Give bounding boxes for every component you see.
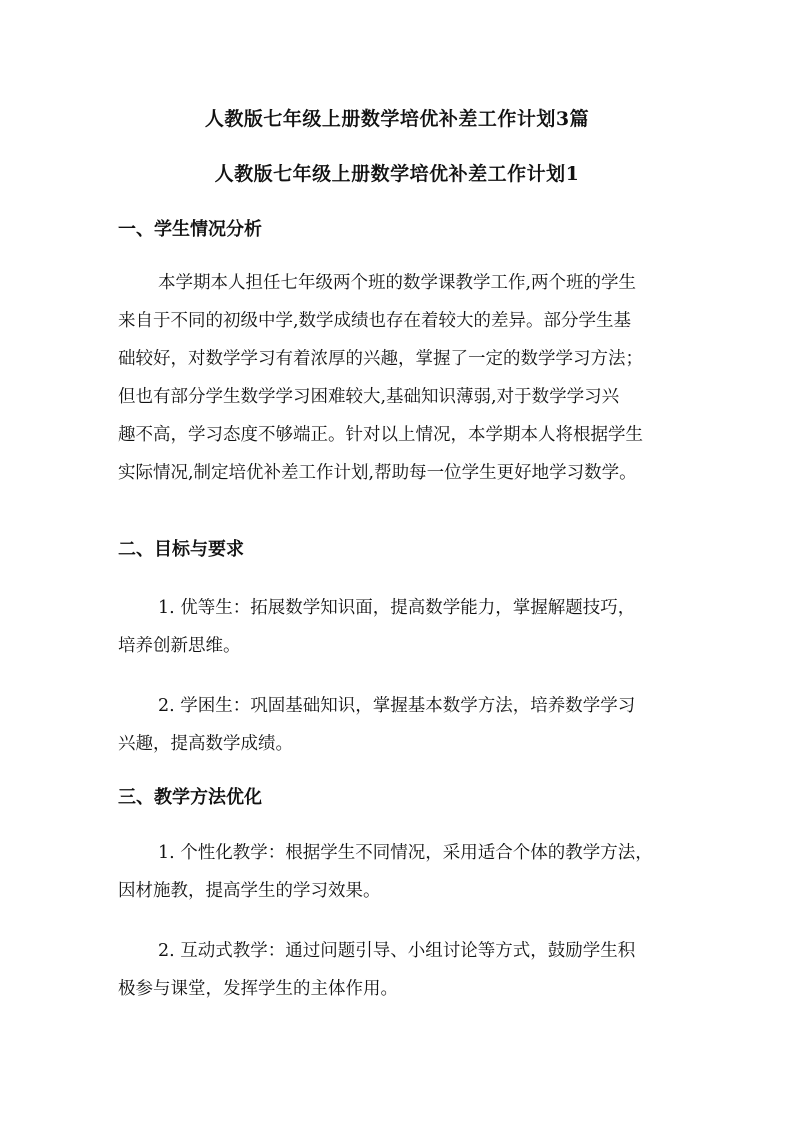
paragraph-line: 极参与课堂，发挥学生的主体作用。: [118, 979, 398, 999]
paragraph-personalized-teaching: [118, 834, 680, 910]
document-subtitle: 人教版七年级上册数学培优补差工作计划1: [214, 163, 580, 185]
paragraph-goal-top-students: [118, 589, 680, 665]
paragraph-line: 因材施教，提高学生的学习效果。: [118, 881, 381, 901]
section-heading-2: 二、目标与要求: [118, 539, 244, 560]
paragraph-interactive-teaching: [118, 932, 680, 1008]
paragraph-line: 2. 互动式教学：通过问题引导、小组讨论等方式，鼓励学生积: [158, 941, 636, 961]
document-title: 人教版七年级上册数学培优补差工作计划3篇: [204, 108, 590, 130]
paragraph-line: 培养创新思维。: [118, 636, 241, 656]
paragraph-line: 本学期本人担任七年级两个班的数学课教学工作,两个班的学生: [158, 273, 637, 293]
paragraph-line: 2. 学困生：巩固基础知识，掌握基本数学方法，培养数学学习: [158, 696, 636, 716]
paragraph-line: 实际情况,制定培优补差工作计划,帮助每一位学生更好地学习数学。: [118, 463, 637, 483]
paragraph-line: 来自于不同的初级中学,数学成绩也存在着较大的差异。部分学生基: [118, 311, 632, 331]
section-heading-1: 一、学生情况分析: [118, 219, 262, 240]
section-heading-3: 三、教学方法优化: [118, 787, 262, 808]
paragraph-line: 础较好，对数学学习有着浓厚的兴趣，掌握了一定的数学学习方法；: [118, 349, 643, 369]
paragraph-line: 趣不高，学习态度不够端正。针对以上情况，本学期本人将根据学生: [118, 425, 643, 445]
paragraph-goal-struggling-students: [118, 687, 680, 763]
paragraph-line: 1. 个性化教学：根据学生不同情况，采用适合个体的教学方法，: [158, 843, 653, 863]
paragraph-line: 兴趣，提高数学成绩。: [118, 734, 293, 754]
paragraph-line: 1. 优等生：拓展数学知识面，提高数学能力，掌握解题技巧，: [158, 598, 636, 618]
paragraph-student-analysis: [118, 264, 680, 492]
paragraph-line: 但也有部分学生数学学习困难较大,基础知识薄弱,对于数学学习兴: [118, 387, 620, 407]
